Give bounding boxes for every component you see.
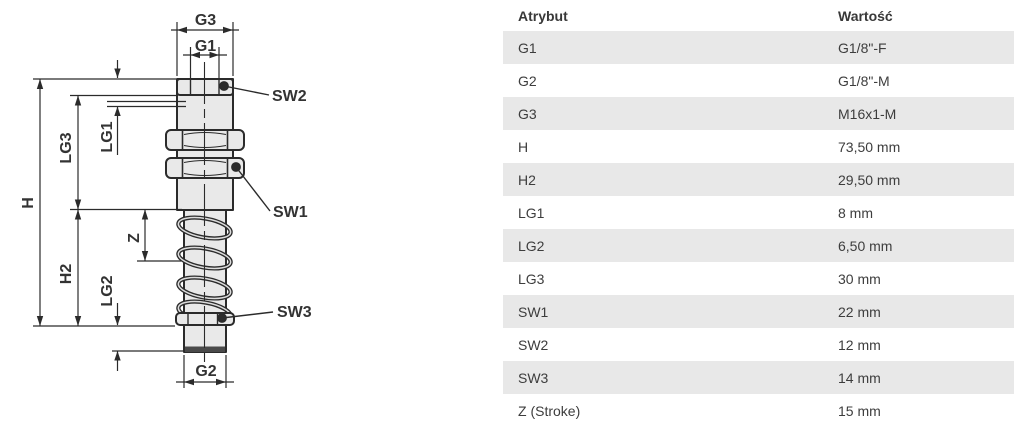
attribute-cell: H2 [503,163,823,196]
dim-label-g2: G2 [195,363,217,380]
attribute-cell: LG1 [503,196,823,229]
value-cell: 8 mm [823,196,1014,229]
dim-label-lg1: LG1 [99,121,116,153]
dim-label-sw2: SW2 [272,88,307,105]
attribute-cell: G1 [503,31,823,64]
attribute-cell: G3 [503,97,823,130]
attribute-cell: SW2 [503,328,823,361]
sw1-leader-dot [232,163,240,171]
table-row [503,163,1014,196]
table-row [503,31,1014,64]
sw2-leader-dot [220,82,228,90]
value-cell: M16x1-M [823,97,1014,130]
value-cell: G1/8"-M [823,64,1014,97]
value-cell: G1/8"-F [823,31,1014,64]
table-row [503,361,1014,394]
dim-label-g1: G1 [194,38,217,55]
attribute-cell: G2 [503,64,823,97]
dim-label-sw1: SW1 [273,204,308,221]
value-cell: 6,50 mm [823,229,1014,262]
dim-label-sw3: SW3 [277,304,312,321]
attribute-cell: SW1 [503,295,823,328]
table-row [503,130,1014,163]
value-cell: 12 mm [823,328,1014,361]
dim-label-z: Z [126,233,143,243]
table-row [503,64,1014,97]
dim-label-lg3: LG3 [58,132,75,164]
attribute-cell: Z (Stroke) [503,394,823,427]
value-cell: 22 mm [823,295,1014,328]
sw3-leader-dot [218,314,226,322]
table-row [503,229,1014,262]
attribute-table [503,0,1014,427]
dim-label-g3: G3 [194,12,217,29]
dim-label-lg2: LG2 [99,275,116,307]
dimension-labels [20,12,312,380]
dim-label-h2: H2 [58,263,75,285]
value-column-header: Wartość [823,0,1014,31]
table-row [503,295,1014,328]
technical-drawing [0,0,340,430]
attribute-cell: LG2 [503,229,823,262]
table-row [503,394,1014,427]
value-cell: 73,50 mm [823,130,1014,163]
value-cell: 29,50 mm [823,163,1014,196]
table-header-row [503,0,1014,31]
attribute-cell: SW3 [503,361,823,394]
table-row [503,97,1014,130]
value-cell: 14 mm [823,361,1014,394]
value-cell: 30 mm [823,262,1014,295]
attribute-cell: LG3 [503,262,823,295]
dim-label-h: H [20,197,37,209]
table-row [503,328,1014,361]
table-row [503,262,1014,295]
table-row [503,196,1014,229]
attribute-cell: H [503,130,823,163]
attribute-column-header: Atrybut [503,0,823,31]
value-cell: 15 mm [823,394,1014,427]
